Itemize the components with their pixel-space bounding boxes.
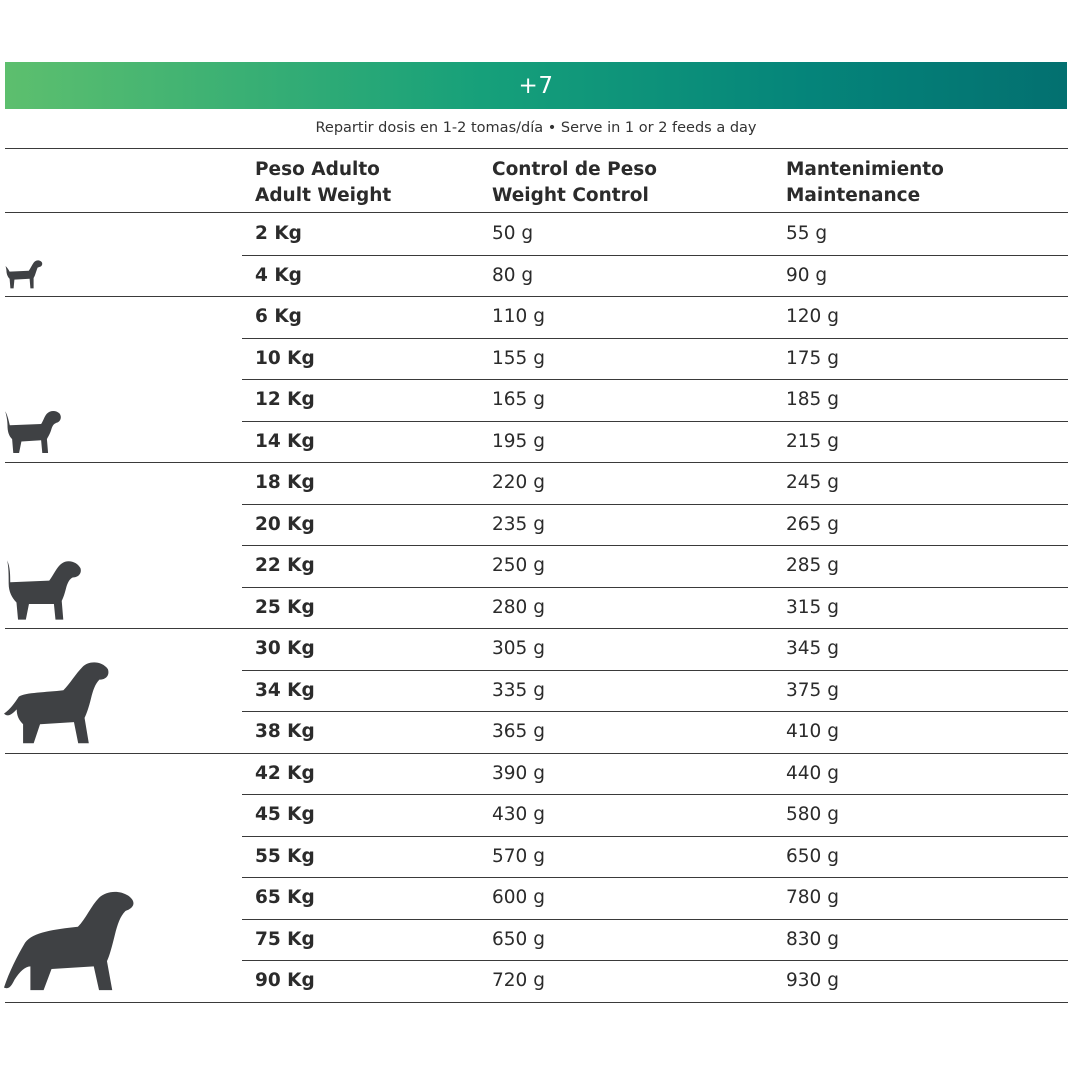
weight-control-cell: 165 g (492, 389, 545, 410)
giant-dog-icon (4, 882, 136, 998)
maintenance-cell: 175 g (786, 347, 839, 369)
maintenance-cell: 90 g (786, 264, 828, 286)
table-row (242, 379, 1068, 421)
maintenance-cell: 375 g (786, 679, 839, 701)
maintenance-cell: 55 g (786, 223, 828, 244)
maintenance-cell: 315 g (786, 596, 839, 618)
maintenance-cell: 285 g (786, 555, 839, 576)
weight-control-cell: 155 g (492, 347, 545, 369)
weight-cell: 20 Kg (255, 513, 315, 535)
maintenance-cell: 780 g (786, 887, 839, 908)
table-row (242, 587, 1068, 629)
weight-control-cell: 335 g (492, 679, 545, 701)
table-row (242, 421, 1068, 463)
table-row (242, 670, 1068, 712)
maintenance-cell: 265 g (786, 513, 839, 535)
table-row (242, 296, 1068, 338)
header-maintenance-en: Maintenance (786, 185, 921, 206)
table-row (242, 504, 1068, 546)
medium-dog-icon (4, 556, 82, 624)
header-maintenance-es: Mantenimiento (786, 159, 944, 180)
maintenance-cell: 215 g (786, 430, 839, 452)
weight-cell: 4 Kg (255, 264, 302, 286)
weight-control-cell: 650 g (492, 928, 545, 950)
weight-cell: 22 Kg (255, 555, 315, 576)
weight-cell: 18 Kg (255, 472, 315, 493)
weight-control-cell: 430 g (492, 804, 545, 825)
weight-cell: 25 Kg (255, 596, 315, 618)
weight-control-cell: 570 g (492, 845, 545, 867)
weight-control-cell: 80 g (492, 264, 534, 286)
weight-cell: 2 Kg (255, 223, 302, 244)
table-row (242, 753, 1068, 795)
serving-instructions: Repartir dosis en 1-2 tomas/día • Serve in 1 or 2 feeds a day (315, 120, 757, 136)
table-row (242, 836, 1068, 878)
age-banner (5, 62, 1067, 109)
weight-control-cell: 235 g (492, 513, 545, 535)
weight-cell: 34 Kg (255, 679, 315, 701)
table-row (242, 545, 1068, 587)
weight-cell: 30 Kg (255, 638, 315, 659)
small-dog-icon (4, 405, 62, 457)
weight-control-cell: 250 g (492, 555, 545, 576)
header-control-en: Weight Control (492, 185, 649, 206)
header-control-es: Control de Peso (492, 159, 657, 180)
weight-cell: 10 Kg (255, 347, 315, 369)
header-weight-es: Peso Adulto (255, 159, 380, 180)
table-row (242, 338, 1068, 380)
header-weight-en: Adult Weight (255, 185, 392, 206)
maintenance-cell: 120 g (786, 306, 839, 327)
maintenance-cell: 650 g (786, 845, 839, 867)
maintenance-cell: 245 g (786, 472, 839, 493)
weight-cell: 55 Kg (255, 845, 315, 867)
weight-cell: 65 Kg (255, 887, 315, 908)
maintenance-cell: 185 g (786, 389, 839, 410)
weight-cell: 38 Kg (255, 721, 315, 742)
maintenance-cell: 930 g (786, 970, 839, 991)
table-row (242, 711, 1068, 753)
table-row (242, 794, 1068, 836)
banner-title: +7 (518, 72, 554, 99)
weight-control-cell: 390 g (492, 762, 545, 784)
table-row (242, 462, 1068, 504)
group-divider (5, 1002, 1068, 1003)
table-row (242, 255, 1068, 297)
weight-control-cell: 365 g (492, 721, 545, 742)
table-row (242, 213, 1068, 255)
weight-control-cell: 280 g (492, 596, 545, 618)
maintenance-cell: 830 g (786, 928, 839, 950)
weight-cell: 12 Kg (255, 389, 315, 410)
weight-control-cell: 305 g (492, 638, 545, 659)
maintenance-cell: 440 g (786, 762, 839, 784)
maintenance-cell: 410 g (786, 721, 839, 742)
header-control (492, 157, 657, 209)
weight-control-cell: 600 g (492, 887, 545, 908)
weight-control-cell: 50 g (492, 223, 534, 244)
maintenance-cell: 345 g (786, 638, 839, 659)
weight-cell: 42 Kg (255, 762, 315, 784)
weight-cell: 45 Kg (255, 804, 315, 825)
weight-cell: 14 Kg (255, 430, 315, 452)
header-weight (255, 157, 391, 209)
weight-cell: 75 Kg (255, 928, 315, 950)
table-top-rule (5, 148, 1068, 149)
weight-cell: 6 Kg (255, 306, 302, 327)
toy-dog-icon (4, 256, 44, 292)
header-maintenance (786, 157, 944, 209)
weight-control-cell: 195 g (492, 430, 545, 452)
weight-control-cell: 720 g (492, 970, 545, 991)
large-dog-icon (4, 658, 110, 748)
maintenance-cell: 580 g (786, 804, 839, 825)
table-row (242, 919, 1068, 961)
table-row (242, 877, 1068, 919)
weight-cell: 90 Kg (255, 970, 315, 991)
weight-control-cell: 220 g (492, 472, 545, 493)
table-row (242, 960, 1068, 1002)
weight-control-cell: 110 g (492, 306, 545, 327)
table-row (242, 628, 1068, 670)
